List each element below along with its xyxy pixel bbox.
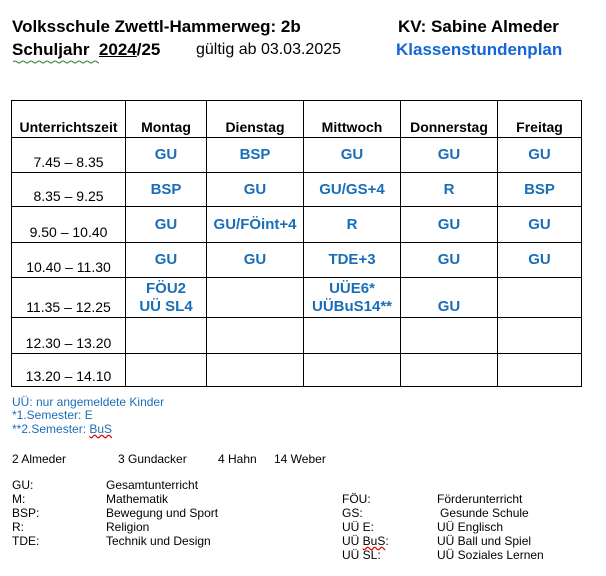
legend-code: BSP:: [12, 506, 40, 520]
page-title: Klassenstundenplan: [396, 40, 563, 59]
time-slot: 13.20 – 14.10: [12, 354, 126, 387]
lesson-text: GU: [528, 251, 551, 268]
lesson-text: GU: [154, 146, 178, 163]
lesson-cell-monday: [126, 138, 207, 173]
legend-desc: Gesamtunterricht: [106, 478, 199, 492]
col-header-tuesday: Dienstag: [207, 101, 304, 138]
table-row: [12, 354, 582, 387]
legend-desc: Religion: [106, 520, 150, 534]
lesson-cell-monday: [126, 173, 207, 207]
col-header-friday: Freitag: [498, 101, 582, 138]
lesson-text: UÜ SL4: [139, 298, 193, 315]
legend-desc: Technik und Design: [106, 534, 211, 548]
note-semester-2-word: BuS: [89, 422, 113, 436]
col-header-wednesday: Mittwoch: [304, 101, 401, 138]
lesson-cell-tuesday: [207, 138, 304, 173]
lesson-cell-friday: [498, 138, 582, 173]
lesson-cell-tuesday: [207, 278, 304, 318]
lesson-cell-friday: [498, 173, 582, 207]
lesson-cell-wednesday: [304, 318, 401, 354]
legend-code-bus: BuS: [362, 534, 386, 548]
lesson-text: GU: [154, 215, 178, 233]
lesson-text: GU: [243, 251, 267, 268]
time-slot: 10.40 – 11.30: [12, 243, 126, 278]
lesson-text: BSP: [239, 146, 271, 163]
note-semester-1: *1.Semester: E: [12, 408, 93, 422]
legend-code: M:: [12, 492, 26, 506]
school-class-title: Volksschule Zwettl-Hammerweg: 2b: [12, 17, 301, 36]
lesson-text: UÜBuS14**: [311, 298, 393, 315]
header-row: [12, 101, 582, 138]
lesson-text: GU: [437, 215, 461, 233]
lesson-cell-monday: [126, 278, 207, 318]
col-header-thursday: Donnerstag: [401, 101, 498, 138]
lesson-text: FÖU2: [145, 280, 186, 297]
lesson-cell-friday: [498, 243, 582, 278]
lesson-cell-tuesday: [207, 173, 304, 207]
timetable: [11, 100, 582, 387]
lesson-cell-monday: [126, 207, 207, 243]
lesson-cell-tuesday: [207, 354, 304, 387]
lesson-text: R: [346, 215, 358, 233]
note-semester-2-label: **2.Semester:: [12, 422, 90, 436]
lesson-cell-monday: [126, 318, 207, 354]
lesson-text: GU/GS+4: [319, 180, 385, 198]
legend-code: GS:: [342, 506, 363, 520]
lesson-cell-thursday: [401, 243, 498, 278]
lesson-text: BSP: [150, 180, 182, 198]
legend-code: R:: [12, 520, 24, 534]
legend-code: GU:: [12, 478, 34, 492]
lesson-cell-friday: [498, 278, 582, 318]
lesson-text: GU: [243, 180, 267, 198]
time-slot: 8.35 – 9.25: [12, 173, 126, 207]
col-header-monday: Montag: [126, 101, 207, 138]
lesson-cell-wednesday: [304, 173, 401, 207]
table-row: [12, 138, 582, 173]
note-uu: UÜ: nur angemeldete Kinder: [12, 395, 165, 409]
time-slot: 7.45 – 8.35: [12, 138, 126, 173]
table-row: [12, 318, 582, 354]
teacher-item: 14 Weber: [274, 452, 326, 466]
teacher-item: 3 Gundacker: [118, 452, 187, 466]
legend-desc: UÜ Soziales Lernen: [437, 548, 544, 562]
lesson-cell-thursday: [401, 278, 498, 318]
legend-code: TDE:: [12, 534, 40, 548]
lesson-text: TDE+3: [328, 251, 376, 268]
time-slot: 12.30 – 13.20: [12, 318, 126, 354]
legend-desc: Bewegung und Sport: [106, 506, 219, 520]
school-year-label: Schuljahr: [12, 40, 90, 59]
legend-code: UÜ E:: [342, 520, 375, 534]
lesson-cell-tuesday: [207, 207, 304, 243]
col-header-time: Unterrichtszeit: [12, 101, 126, 138]
lesson-text: GU/FÖint+4: [213, 215, 297, 233]
lesson-text: GU: [154, 251, 178, 268]
legend-code: UÜ BuS:: [342, 534, 389, 548]
legend-desc: Gesunde Schule: [440, 506, 529, 520]
lesson-cell-friday: [498, 318, 582, 354]
lesson-cell-friday: [498, 354, 582, 387]
legend-code: FÖU:: [342, 492, 371, 506]
lesson-cell-wednesday: [304, 243, 401, 278]
legend-code: UÜ SL:: [342, 548, 381, 562]
legend-desc: UÜ Ball und Spiel: [437, 534, 532, 548]
lesson-cell-wednesday: [304, 207, 401, 243]
legend-desc: UÜ Englisch: [437, 520, 504, 534]
lesson-text: GU: [437, 251, 461, 268]
valid-from: gültig ab 03.03.2025: [196, 41, 342, 58]
lesson-cell-tuesday: [207, 318, 304, 354]
lesson-cell-wednesday: [304, 278, 401, 318]
lesson-cell-monday: [126, 243, 207, 278]
lesson-cell-wednesday: [304, 138, 401, 173]
lesson-text: R: [443, 180, 455, 198]
spellcheck-squiggle-icon: [13, 60, 99, 64]
lesson-cell-thursday: [401, 138, 498, 173]
legend-desc: Mathematik: [106, 492, 169, 506]
lesson-text: GU: [340, 146, 364, 163]
teacher-item: 4 Hahn: [218, 452, 257, 466]
table-row: [12, 278, 582, 318]
time-slot: 11.35 – 12.25: [12, 278, 126, 318]
table-row: [12, 243, 582, 278]
school-year: [12, 40, 160, 60]
lesson-cell-monday: [126, 354, 207, 387]
school-year-value: 2024: [98, 40, 137, 59]
lesson-text: GU: [437, 298, 461, 315]
lesson-cell-friday: [498, 207, 582, 243]
legend-desc: Förderunterricht: [437, 492, 523, 506]
lesson-cell-thursday: [401, 207, 498, 243]
lesson-text: GU: [528, 215, 551, 233]
lesson-cell-thursday: [401, 173, 498, 207]
lesson-text: BSP: [524, 180, 555, 198]
table-row: [12, 207, 582, 243]
lesson-cell-tuesday: [207, 243, 304, 278]
school-year-suffix: /25: [136, 40, 161, 59]
lesson-cell-thursday: [401, 318, 498, 354]
lesson-text: GU: [528, 146, 551, 163]
teacher-item: 2 Almeder: [12, 452, 67, 466]
lesson-text: UÜE6*: [329, 280, 375, 297]
table-row: [12, 173, 582, 207]
lesson-cell-thursday: [401, 354, 498, 387]
note-semester-2: [12, 423, 112, 436]
lesson-cell-wednesday: [304, 354, 401, 387]
class-teacher: KV: Sabine Almeder: [398, 17, 559, 36]
lesson-text: GU: [437, 146, 461, 163]
time-slot: 9.50 – 10.40: [12, 207, 126, 243]
